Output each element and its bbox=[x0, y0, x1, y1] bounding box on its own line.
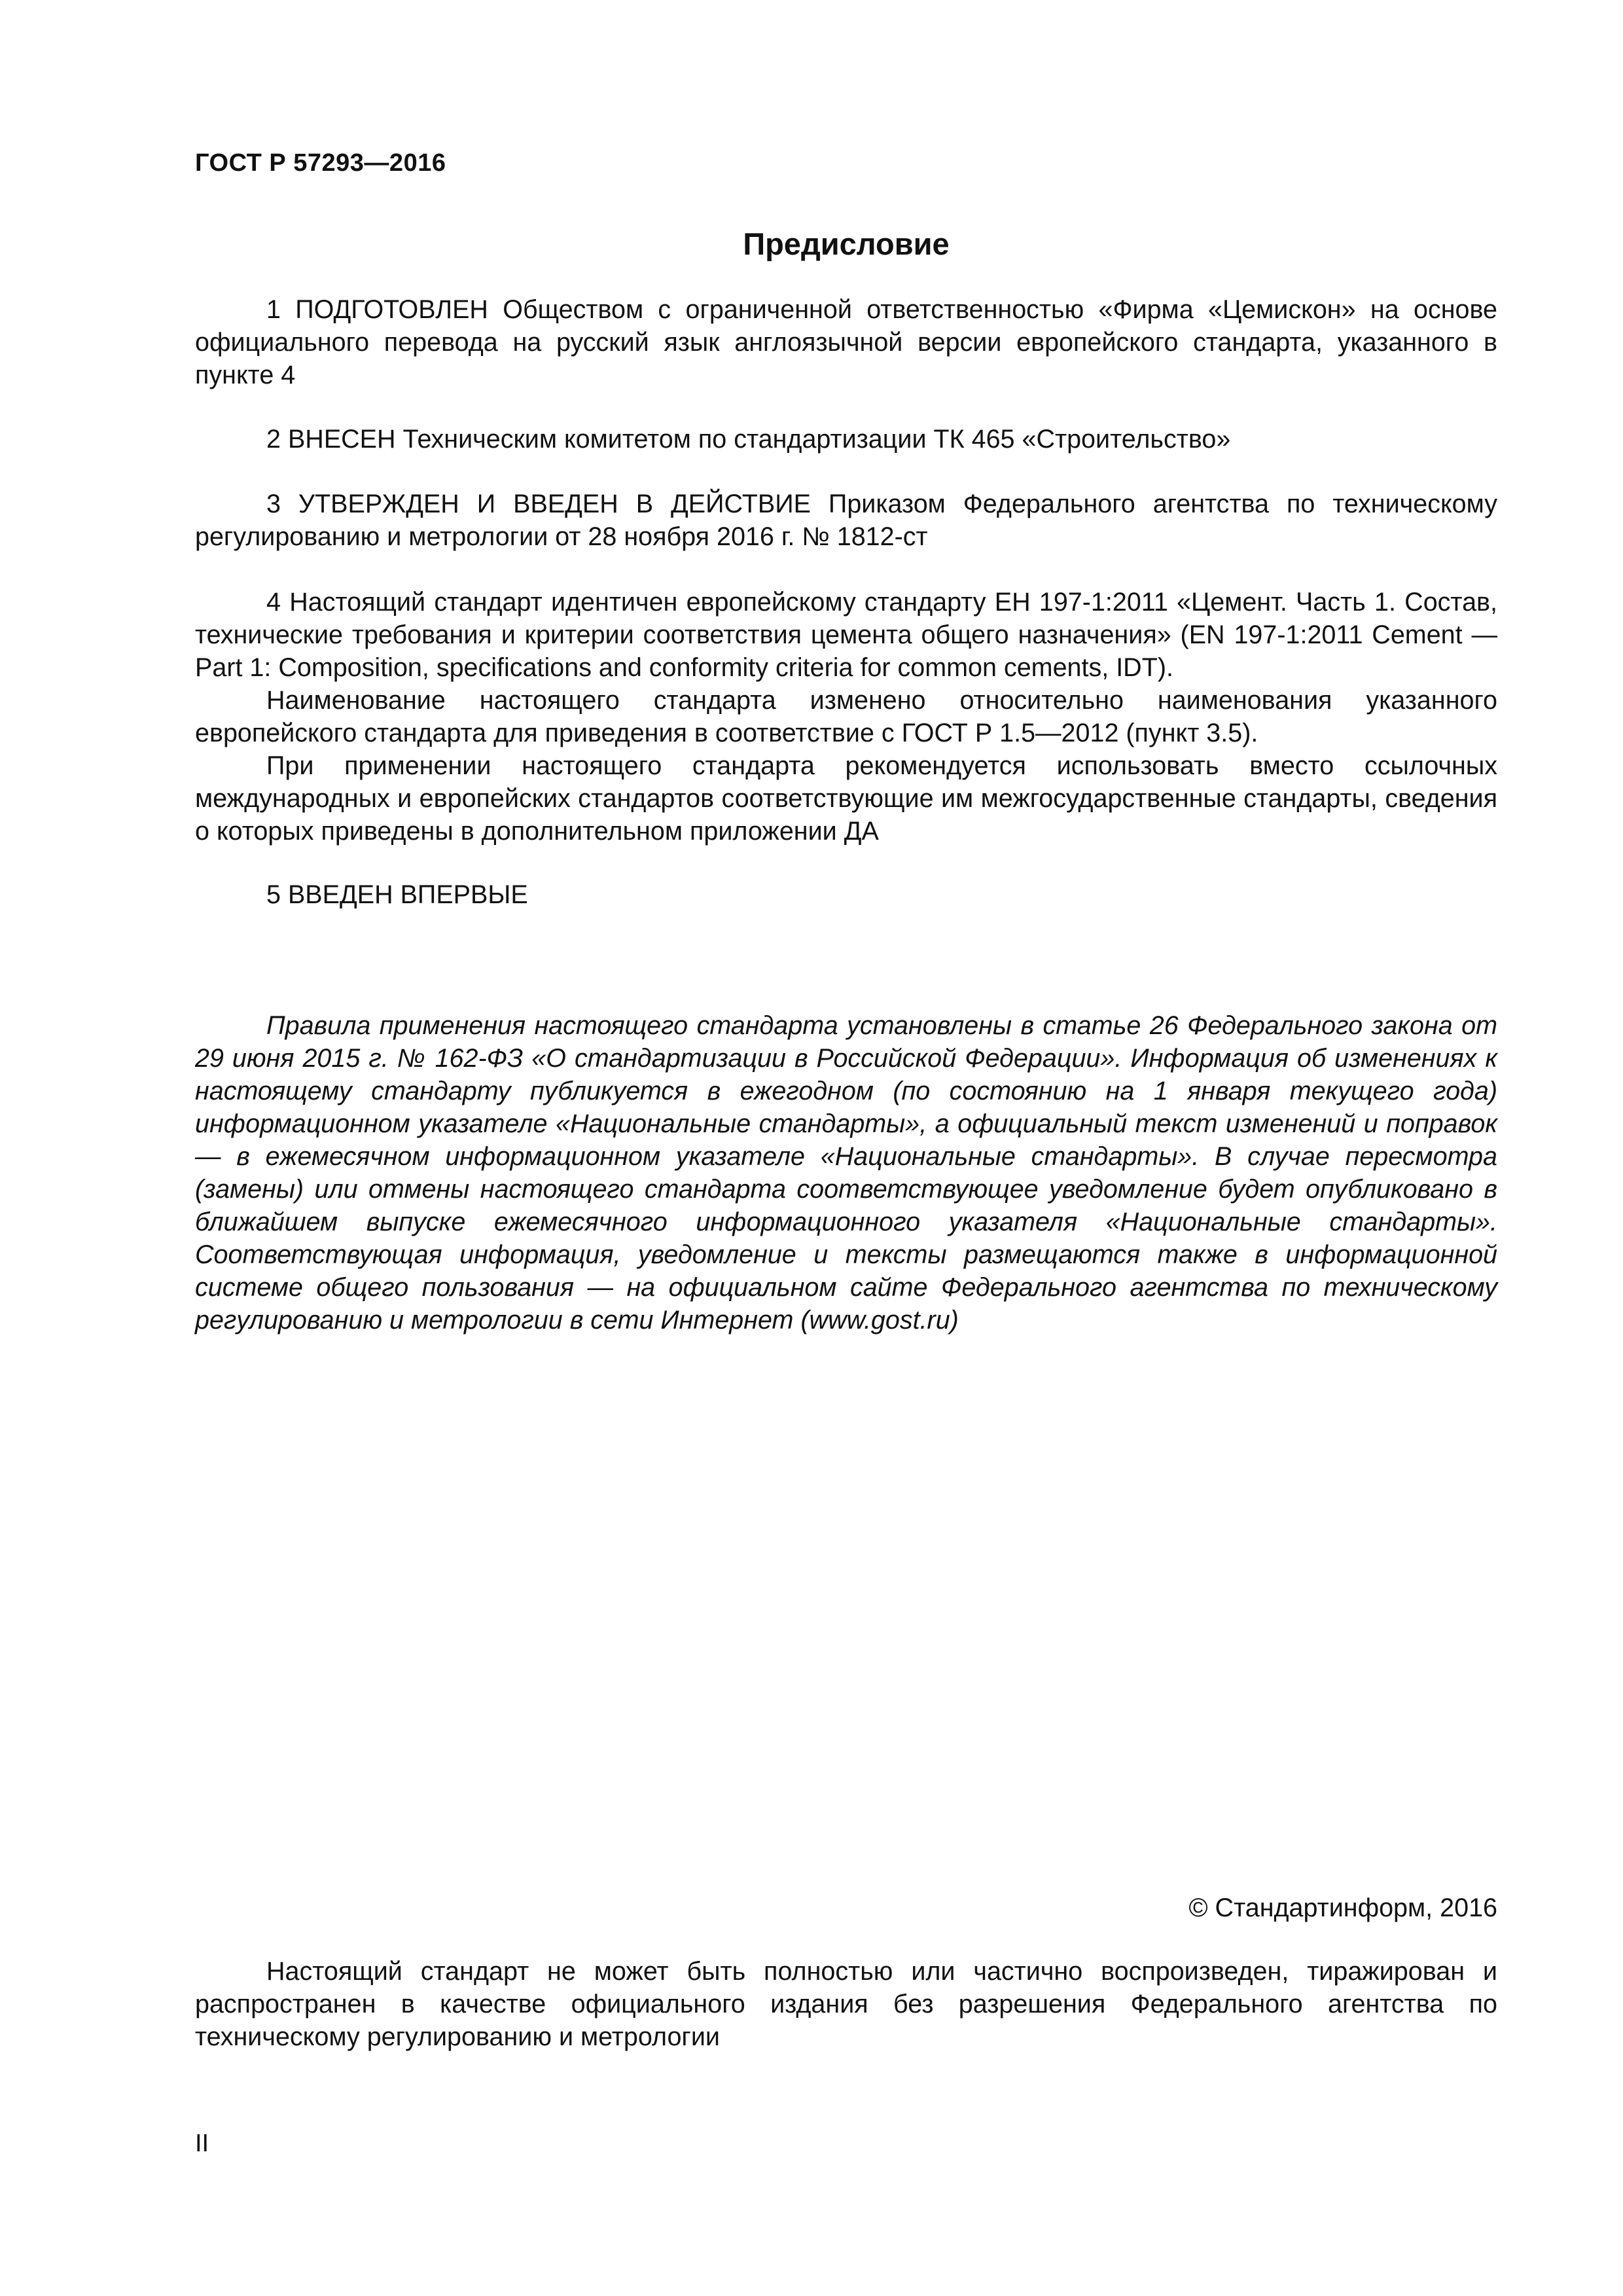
foreword-item-2-paragraph: 2 ВНЕСЕН Техническим комитетом по стандартизации ТК 465 «Строительство» bbox=[266, 425, 1231, 454]
foreword-item-5 bbox=[195, 878, 1497, 911]
foreword-item-4 bbox=[195, 586, 1497, 848]
document-header: ГОСТ Р 57293—2016 bbox=[195, 149, 446, 177]
rules-notice: Правила применения настоящего стандарта установлены в статье 26 Федерального закона от 29 июня 2015 г. № 162-ФЗ «О стандартизации в Российской Федерации». Информация об изменениях к настоящему стандарту публикуется в ежегодном (по состоянию на 1 января текущего года) информационном указателе «Национальные стандарты», а официальный текст изменений и поправок — в ежемесячном информационном указателе «Национальные стандарты». В случае пересмотра (замены) или отмены настоящего стандарта соответствующее уведомление будет опубликовано в ближайшем выпуске ежемесячного информационного указателя «Национальные стандарты». Соответствующая информация, уведомление и тексты размещаются также в информационной системе общего пользования — на официальном сайте Федерального агентства по техническому регулированию и метрологии в сети Интернет (www.gost.ru) bbox=[195, 1011, 1497, 1335]
foreword-item-4-paragraph-1: 4 Настоящий стандарт идентичен европейскому стандарту ЕН 197-1:2011 «Цемент. Часть 1. Состав, технические требования и критерии соответствия цемента общего назначения» (EN 197-1:2011 Cement — Part 1: Composition, specifications and conformity criteria for common cements, IDT). bbox=[195, 588, 1497, 682]
foreword-item-4-paragraph-3: При применении настоящего стандарта рекомендуется использовать вместо ссылочных международных и европейских стандартов соответствующие им межгосударственные стандарты, сведения о которых приведены в дополнительном приложении ДА bbox=[195, 751, 1497, 846]
foreword-item-4-paragraph-2: Наименование настоящего стандарта изменено относительно наименования указанного европейского стандарта для приведения в соответствие с ГОСТ Р 1.5—2012 (пункт 3.5). bbox=[195, 686, 1497, 747]
copyright-line: © Стандартинформ, 2016 bbox=[1188, 1893, 1497, 1922]
foreword-item-2 bbox=[195, 423, 1497, 456]
foreword-item-3 bbox=[195, 488, 1497, 553]
foreword-item-3-paragraph: 3 УТВЕРЖДЕН И ВВЕДЕН В ДЕЙСТВИЕ Приказом Федерального агентства по техническому регулированию и метрологии от 28 ноября 2016 г. № 1812-ст bbox=[195, 490, 1497, 551]
reproduction-notice: Настоящий стандарт не может быть полностью или частично воспроизведен, тиражирован и распространен в качестве официального издания без разрешения Федерального агентства по техническому регулированию и метрологии bbox=[195, 1957, 1497, 2051]
foreword-item-1 bbox=[195, 293, 1497, 391]
foreword-item-1-paragraph: 1 ПОДГОТОВЛЕН Обществом с ограниченной ответственностью «Фирма «Цемискон» на основе официального перевода на русский язык англоязычной версии европейского стандарта, указанного в пункте 4 bbox=[195, 295, 1497, 389]
page-number: II bbox=[195, 2130, 209, 2157]
foreword-item-5-paragraph: 5 ВВЕДЕН ВПЕРВЫЕ bbox=[266, 880, 528, 909]
page-title: Предисловие bbox=[743, 226, 950, 261]
